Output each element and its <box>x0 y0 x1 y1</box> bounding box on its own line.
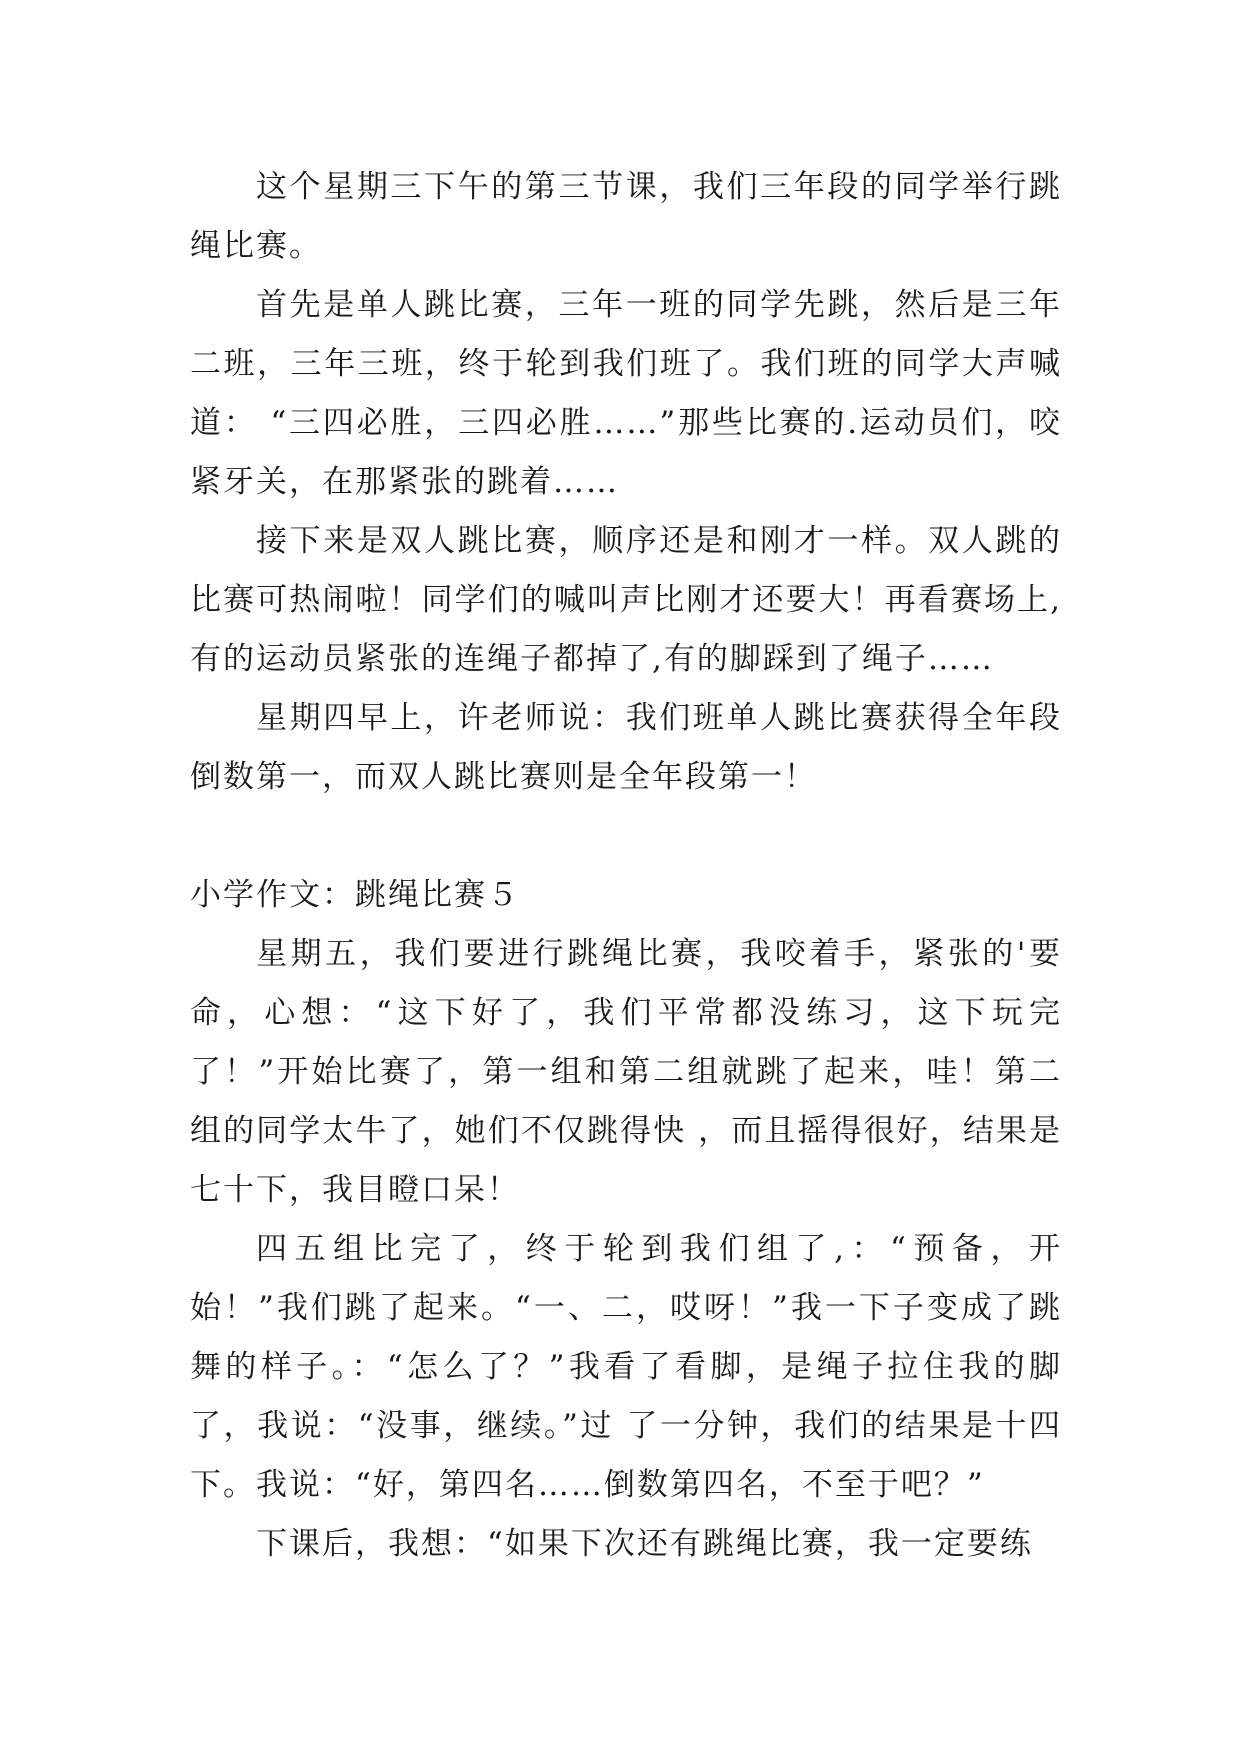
paragraph: 接下来是双人跳比赛，顺序还是和刚才一样。双人跳的比赛可热闹啦！同学们的喊叫声比刚才还要大！再看赛场上,有的运动员紧张的连绳子都掉了,有的脚踩到了绳子…… <box>190 523 1062 677</box>
paragraph: 首先是单人跳比赛，三年一班的同学先跳，然后是三年二班，三年三班，终于轮到我们班了。我们班的同学大声喊道： “三四必胜，三四必胜……”那些比赛的.运动员们，咬紧牙关，在那紧张的跳着…… <box>190 287 1062 500</box>
section-heading: 小学作文：跳绳比赛５ <box>190 877 520 913</box>
paragraph: 下课后，我想：“如果下次还有跳绳比赛，我一定要练 <box>256 1526 1033 1562</box>
paragraph: 星期五，我们要进行跳绳比赛，我咬着手，紧张的'要命，心想：“这下好了，我们平常都没练习，这下玩完了！”开始比赛了，第一组和第二组就跳了起来，哇！第二组的同学太牛了，她们不仅跳得快 ，而且摇得很好，结果是七十下，我目瞪口呆！ <box>190 936 1062 1208</box>
paragraph: 这个星期三下午的第三节课，我们三年段的同学举行跳绳比赛。 <box>190 169 1062 264</box>
document-body <box>190 158 1062 1574</box>
paragraph: 星期四早上，许老师说：我们班单人跳比赛获得全年段倒数第一，而双人跳比赛则是全年段第一！ <box>190 700 1062 795</box>
paragraph: 四五组比完了，终于轮到我们组了,：“预备，开始！”我们跳了起来。“一、二，哎呀！”我一下子变成了跳舞的样子。：“怎么了？”我看了看脚，是绳子拉住我的脚了，我说：“没事，继续。”过 了一分钟，我们的结果是十四下。我说：“好，第四名……倒数第四名，不至于吧？” <box>190 1231 1062 1503</box>
